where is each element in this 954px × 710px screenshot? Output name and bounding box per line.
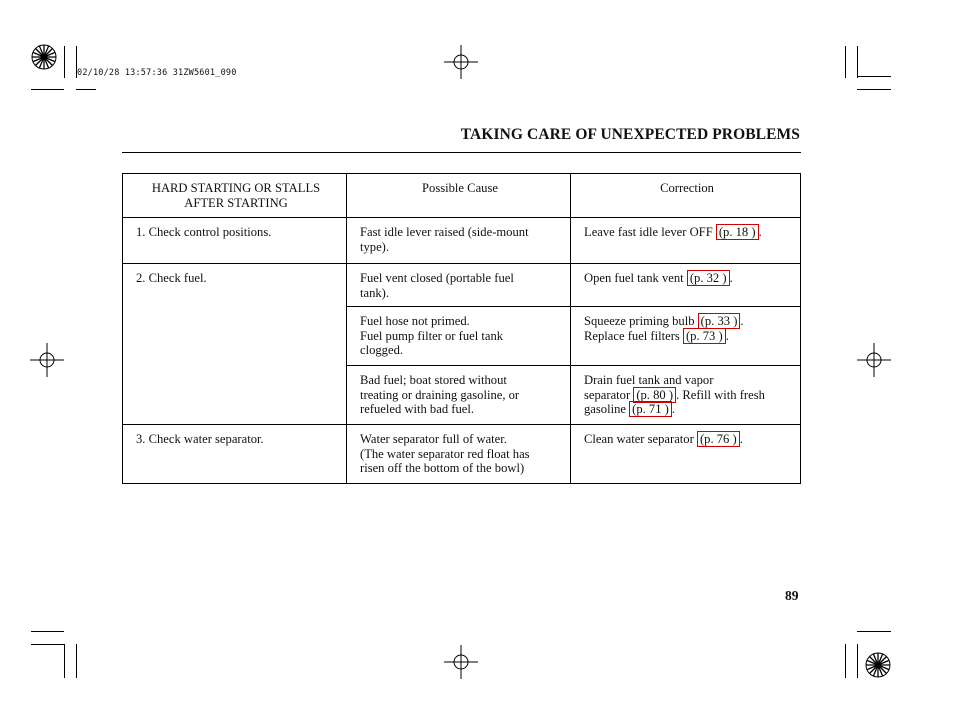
crop-mark <box>76 89 96 90</box>
troubleshooting-table <box>122 173 801 484</box>
print-stamp: 02/10/28 13:57:36 31ZW5601_090 <box>77 68 237 78</box>
page-reference-link[interactable]: (p. 18 ) <box>716 224 759 240</box>
registration-crosshair-icon <box>444 645 478 679</box>
table-row <box>123 307 801 366</box>
crop-mark <box>64 46 65 78</box>
crop-mark <box>31 644 64 645</box>
crop-mark <box>31 89 64 90</box>
check-step: 1. Check control positions. <box>123 218 347 264</box>
check-step: 2. Check fuel. <box>123 264 347 307</box>
page-reference-link[interactable]: (p. 80 ) <box>633 387 676 403</box>
page-reference-link[interactable]: (p. 71 ) <box>629 401 672 417</box>
registration-crosshair-icon <box>30 343 64 377</box>
correction: Squeeze priming bulb (p. 33 ) . Replace fuel filters (p. 73 ) . <box>571 307 801 366</box>
header-cause: Possible Cause <box>347 174 571 218</box>
registration-starburst-icon <box>31 44 57 70</box>
page-reference-link[interactable]: (p. 33 ) <box>698 313 741 329</box>
possible-cause: Fast idle lever raised (side-mount type). <box>347 218 571 264</box>
crop-mark <box>857 89 891 90</box>
section-title: TAKING CARE OF UNEXPECTED PROBLEMS <box>460 126 800 143</box>
page-number: 89 <box>785 588 799 603</box>
page-reference-link[interactable]: (p. 32 ) <box>687 270 730 286</box>
crop-mark <box>857 631 891 632</box>
check-step-continued <box>123 307 347 366</box>
crop-mark <box>857 644 858 678</box>
correction: Leave fast idle lever OFF (p. 18 ) . <box>571 218 801 264</box>
possible-cause: Fuel vent closed (portable fuel tank). <box>347 264 571 307</box>
header-correction: Correction <box>571 174 801 218</box>
table-row <box>123 218 801 264</box>
crop-mark <box>76 644 77 678</box>
registration-crosshair-icon <box>444 45 478 79</box>
page-reference-link[interactable]: (p. 76 ) <box>697 431 740 447</box>
table-row <box>123 264 801 307</box>
correction: Drain fuel tank and vapor separator (p. 80 ) . Refill with fresh gasoline (p. 71 ) . <box>571 366 801 425</box>
crop-mark <box>64 644 65 678</box>
crop-mark <box>845 644 846 678</box>
possible-cause: Fuel hose not primed. Fuel pump filter or fuel tank clogged. <box>347 307 571 366</box>
possible-cause: Water separator full of water. (The water separator red float has risen off the bottom of the bowl) <box>347 425 571 484</box>
crop-mark <box>31 631 64 632</box>
crop-mark <box>857 46 858 78</box>
correction: Clean water separator (p. 76 ) . <box>571 425 801 484</box>
check-step-continued <box>123 366 347 425</box>
registration-starburst-icon <box>865 652 891 678</box>
check-step: 3. Check water separator. <box>123 425 347 484</box>
registration-crosshair-icon <box>857 343 891 377</box>
table-row <box>123 366 801 425</box>
table-header-row <box>123 174 801 218</box>
crop-mark <box>845 46 846 78</box>
page-reference-link[interactable]: (p. 73 ) <box>683 328 726 344</box>
correction: Open fuel tank vent (p. 32 ) . <box>571 264 801 307</box>
header-symptom: HARD STARTING OR STALLS AFTER STARTING <box>123 174 347 218</box>
possible-cause: Bad fuel; boat stored without treating or draining gasoline, or refueled with bad fuel. <box>347 366 571 425</box>
crop-mark <box>857 76 891 77</box>
header-divider <box>122 152 801 153</box>
table-row <box>123 425 801 484</box>
